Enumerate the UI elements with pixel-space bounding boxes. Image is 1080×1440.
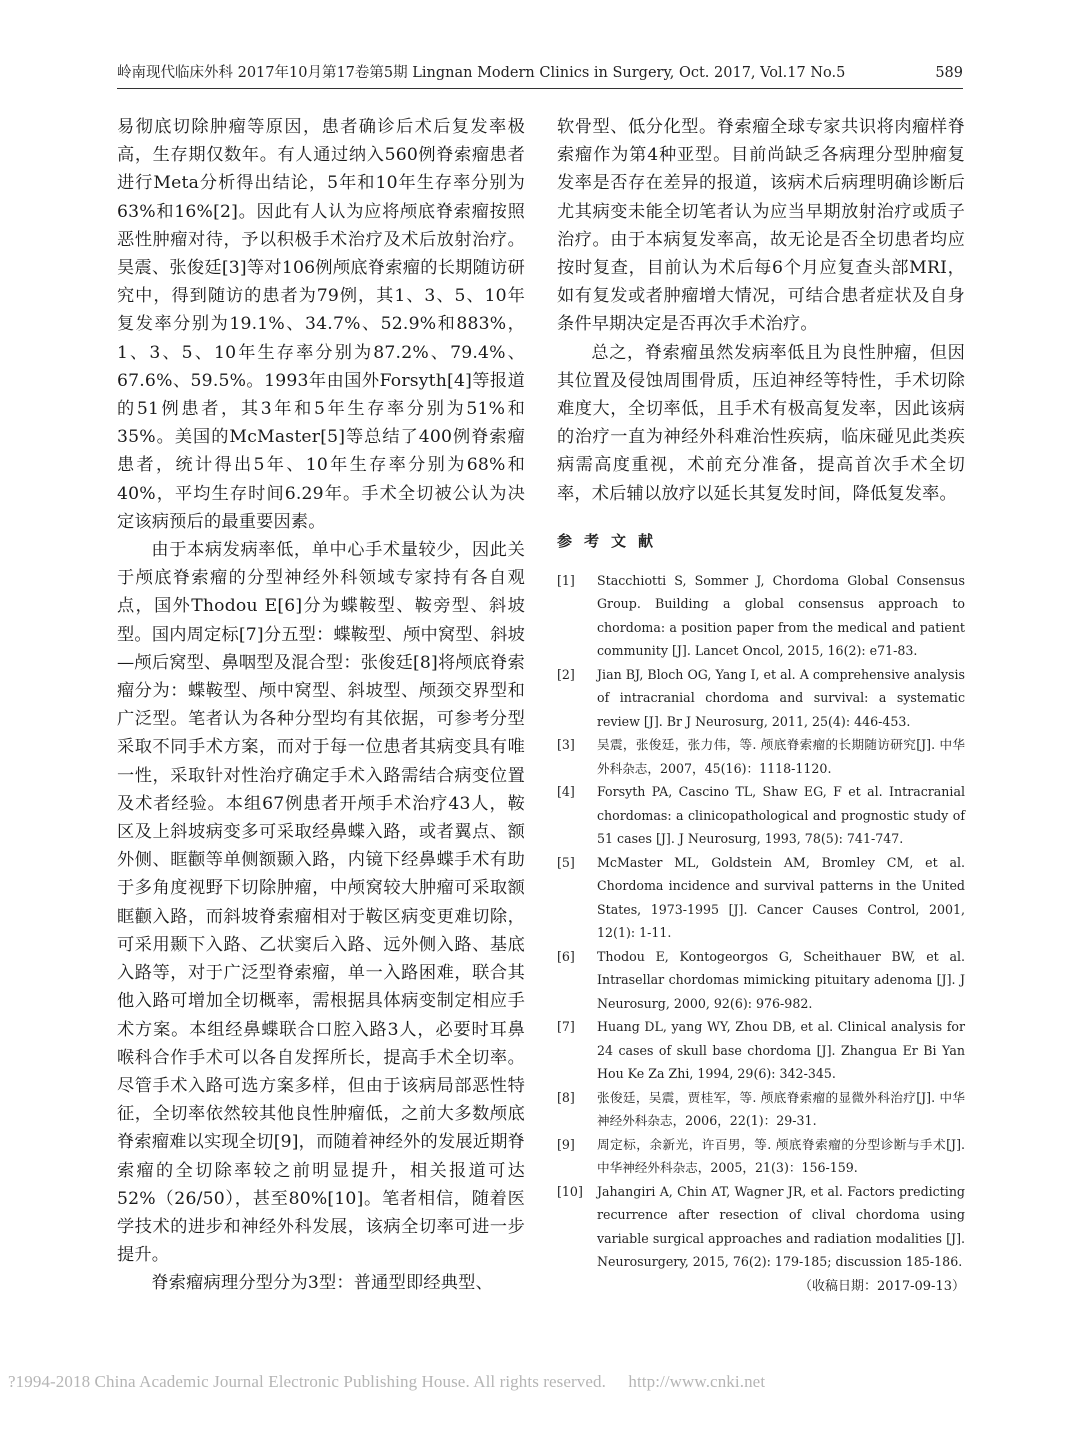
- copyright-footer: [8, 1372, 1078, 1392]
- reference-text: Thodou E, Kontogeorgos G, Scheithauer BW, et al. Intrasellar chordomas mimicking pituitary adenoma [J]. J Neurosurg, 2000, 92(6): 976-982.: [597, 948, 965, 1011]
- reference-text: Forsyth PA, Cascino TL, Shaw EG, F et al. Intracranial chordomas: a clinicopathological and prognostic study of 51 cases [J]. J Neurosurg, 1993, 78(5): 741-747.: [597, 784, 965, 847]
- right-column: [557, 113, 965, 1298]
- reference-item: [557, 945, 965, 1016]
- reference-item: [557, 1015, 965, 1086]
- body-paragraph: 总之，脊索瘤虽然发病率低且为良性肿瘤，但因其位置及侵蚀周围骨质，压迫神经等特性，手术切除难度大，全切率低，且手术有极高复发率，因此该病的治疗一直为神经外科难治性疾病，临床碰见此类疾病需高度重视，术前充分准备，提高首次手术全切率，术后辅以放疗以延长其复发时间，降低复发率。: [557, 342, 965, 504]
- reference-item: [557, 1086, 965, 1133]
- reference-number: [4]: [557, 784, 575, 800]
- journal-line: 岭南现代临床外科 2017年10月第17卷第5期 Lingnan Modern Clinics in Surgery, Oct. 2017, Vol.17 No.5: [117, 65, 846, 81]
- page-number: 589: [935, 65, 963, 81]
- reference-item: [557, 569, 965, 663]
- left-column: [117, 113, 525, 1298]
- header-divider: [117, 88, 963, 89]
- reference-text: Stacchiotti S, Sommer J, Chordoma Global Consensus Group. Building a global consensus approach to chordoma: a position paper from the medical and patient community [J]. Lancet Oncol, 2015, 16(2): e71-83.: [597, 572, 965, 659]
- reference-number: [9]: [557, 1136, 575, 1152]
- body-paragraph: 由于本病发病率低，单中心手术量较少，因此关于颅底脊索瘤的分型神经外科领域专家持有各自观点，国外Thodou E[6]分为蝶鞍型、鞍旁型、斜坡型。国内周定标[7]分五型：蝶鞍型、颅中窝型、斜坡—颅后窝型、鼻咽型及混合型：张俊廷[8]将颅底脊索瘤分为：蝶鞍型、颅中窝型、斜坡型、颅颈交界型和广泛型。笔者认为各种分型均有其依据，可参考分型采取不同手术方案，而对于每一位患者其病变具有唯一性，采取针对性治疗确定手术入路需结合病变位置及术者经验。本组67例患者开颅手术治疗43人，鞍区及上斜坡病变多可采取经鼻蝶入路，或者翼点、额外侧、眶颧等单侧额颞入路，内镜下经鼻蝶手术有助于多角度视野下切除肿瘤，中颅窝较大肿瘤可采取额眶颧入路，而斜坡脊索瘤相对于鞍区病变更难切除，可采用颞下入路、乙状窦后入路、远外侧入路、基底入路等，对于广泛型脊索瘤，单一入路困难，联合其他入路可增加全切概率，需根据具体病变制定相应手术方案。本组经鼻蝶联合口腔入路3人，必要时耳鼻喉科合作手术可以各自发挥所长，提高手术全切率。尽管手术入路可选方案多样，但由于该病局部恶性特征，全切率依然较其他良性肿瘤低，之前大多数颅底脊索瘤难以实现全切[9]，而随着神经外的发展近期脊索瘤的全切除率较之前明显提升，相关报道可达52%（26/50），甚至80%[10]。笔者相信，随着医学技术的进步和神经外科发展，该病全切率可进一步提升。: [117, 540, 525, 1266]
- reference-text: Huang DL, yang WY, Zhou DB, et al. Clinical analysis for 24 cases of skull base chordoma [J]. Zhangua Er Bi Yan Hou Ke Za Zhi, 1994, 29(6): 342-345.: [597, 1019, 965, 1082]
- reference-text: McMaster ML, Goldstein AM, Bromley CM, et al. Chordoma incidence and survival patterns in the United States, 1973-1995 [J]. Cancer Causes Control, 2001, 12(1): 1-11.: [597, 854, 965, 941]
- reference-item: [557, 1180, 965, 1274]
- reference-item: [557, 1133, 965, 1180]
- body-paragraph: 软骨型、低分化型。脊索瘤全球专家共识将肉瘤样脊索瘤作为第4种亚型。目前尚缺乏各病理分型肿瘤复发率是否存在差异的报道，该病术后病理明确诊断后尤其病变未能全切笔者认为应当早期放射治疗或质子治疗。由于本病复发率高，故无论是否全切患者均应按时复查，目前认为术后每6个月应复查头部MRI，如有复发或者肿瘤增大情况，可结合患者症状及自身条件早期决定是否再次手术治疗。: [557, 117, 965, 335]
- reference-item: [557, 780, 965, 851]
- reference-number: [10]: [557, 1183, 583, 1199]
- reference-list: [557, 569, 965, 1274]
- references-heading: 参考文献: [557, 531, 666, 550]
- footer-url[interactable]: http://www.cnki.net: [628, 1372, 766, 1391]
- body-paragraph: 脊索瘤病理分型分为3型：普通型即经典型、: [151, 1273, 493, 1294]
- copyright-text: ?1994-2018 China Academic Journal Electronic Publishing House. All rights reserved.: [8, 1372, 606, 1391]
- reference-number: [3]: [557, 737, 575, 753]
- reference-text: Jahangiri A, Chin AT, Wagner JR, et al. Factors predicting recurrence after resection of clival chordoma using variable surgical approaches and radiation modalities [J]. Neurosurgery, 2015, 76(2): 179-185; discussion 185-186.: [597, 1183, 965, 1270]
- reference-text: 周定标，余新光，许百男，等. 颅底脊索瘤的分型诊断与手术[J]. 中华神经外科杂志，2005，21(3)：156-159.: [597, 1136, 965, 1176]
- reference-number: [1]: [557, 572, 575, 588]
- reference-text: 张俊廷，吴震，贾桂军，等. 颅底脊索瘤的显微外科治疗[J]. 中华神经外科杂志，2006，22(1)：29-31.: [597, 1089, 965, 1129]
- reference-number: [2]: [557, 666, 575, 682]
- received-date: （收稿日期：2017-09-13）: [799, 1278, 965, 1294]
- reference-item: [557, 663, 965, 734]
- body-paragraph: 易彻底切除肿瘤等原因，患者确诊后术后复发率极高，生存期仅数年。有人通过纳入560例脊索瘤患者进行Meta分析得出结论，5年和10年生存率分别为63%和16%[2]。因此有人认为应将颅底脊索瘤按照恶性肿瘤对待，予以积极手术治疗及术后放射治疗。昊震、张俊廷[3]等对106例颅底脊索瘤的长期随访研究中，得到随访的患者为79例，其1、3、5、10年复发率分别为19.1%、34.7%、52.9%和883%，1、3、5、10年生存率分别为87.2%、79.4%、67.6%、59.5%。1993年由国外Forsyth[4]等报道的51例患者，其3年和5年生存率分别为51%和35%。美国的McMaster[5]等总结了400例脊索瘤患者，统计得出5年、10年生存率分别为68%和40%，平均生存时间6.29年。手术全切被公认为决定该病预后的最重要因素。: [117, 117, 525, 532]
- reference-number: [8]: [557, 1089, 575, 1105]
- reference-number: [5]: [557, 854, 575, 870]
- reference-item: [557, 851, 965, 945]
- reference-text: 吴震，张俊廷，张力伟，等. 颅底脊索瘤的长期随访研究[J]. 中华外科杂志，2007，45(16)：1118-1120.: [597, 737, 965, 776]
- reference-item: [557, 733, 965, 780]
- reference-number: [6]: [557, 948, 575, 964]
- reference-text: Jian BJ, Bloch OG, Yang I, et al. A comprehensive analysis of intracranial chordoma and survival: a systematic review [J]. Br J Neurosurg, 2011, 25(4): 446-453.: [597, 666, 965, 729]
- reference-number: [7]: [557, 1019, 575, 1035]
- running-header: [117, 62, 963, 84]
